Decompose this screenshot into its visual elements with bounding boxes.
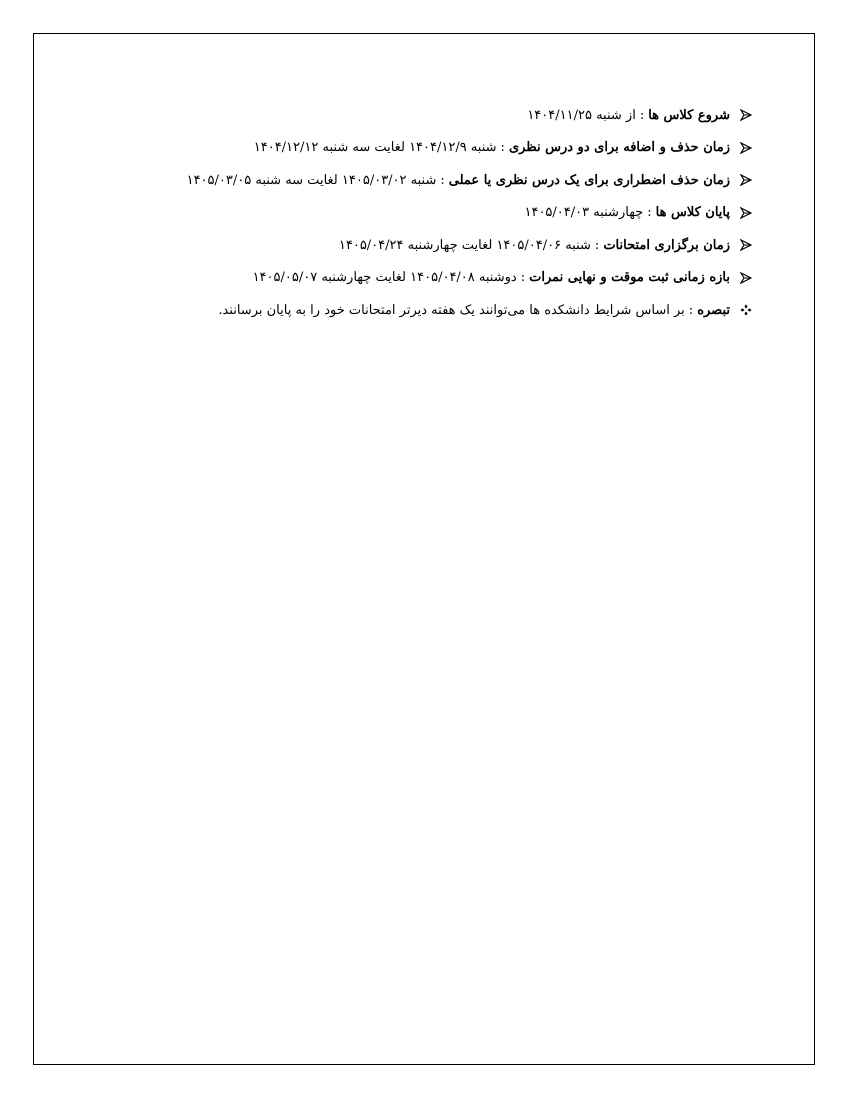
arrow-bullet-icon [740, 272, 752, 284]
item-value: دوشنبه ۱۴۰۵/۰۴/۰۸ لغایت چهارشنبه ۱۴۰۵/۰۵/۰۷ [252, 270, 517, 286]
item-separator: : [440, 172, 445, 188]
item-label: پایان کلاس ها [655, 205, 730, 221]
arrow-bullet-icon [740, 239, 752, 251]
item-value: بر اساس شرایط دانشکده ها می‌توانند یک هفته دیرتر امتحانات خود را به پایان برسانند. [218, 302, 685, 318]
item-value: شنبه ۱۴۰۵/۰۳/۰۲ لغایت سه شنبه ۱۴۰۵/۰۳/۰۵ [186, 172, 437, 188]
academic-calendar-list [112, 99, 752, 327]
item-label: زمان حذف و اضافه برای دو درس نظری [508, 140, 730, 156]
item-label: زمان حذف اضطراری برای یک درس نظری یا عملی [448, 172, 730, 188]
item-label: بازه زمانی ثبت موقت و نهایی نمرات [529, 270, 730, 286]
item-label: شروع کلاس ها [648, 107, 730, 123]
list-item-add-drop [112, 132, 752, 165]
list-item-class-start [112, 99, 752, 132]
diamond-bullet-icon [740, 304, 752, 316]
item-value: چهارشنبه ۱۴۰۵/۰۴/۰۳ [524, 205, 644, 221]
item-separator: : [594, 237, 600, 253]
list-item-class-end [112, 197, 752, 230]
item-value: شنبه ۱۴۰۵/۰۴/۰۶ لغایت چهارشنبه ۱۴۰۵/۰۴/۲۴ [338, 237, 591, 253]
arrow-bullet-icon [740, 207, 752, 219]
item-separator: : [500, 140, 505, 156]
list-item-grades [112, 262, 752, 295]
arrow-bullet-icon [740, 174, 752, 186]
item-separator: : [688, 302, 694, 318]
item-label: تبصره [697, 302, 730, 318]
item-separator: : [639, 107, 645, 123]
item-value: شنبه ۱۴۰۴/۱۲/۹ لغایت سه شنبه ۱۴۰۴/۱۲/۱۲ [253, 140, 497, 156]
arrow-bullet-icon [740, 142, 752, 154]
list-item-emergency-drop [112, 164, 752, 197]
list-item-exams [112, 229, 752, 262]
item-separator: : [520, 270, 526, 286]
item-value: از شنبه ۱۴۰۴/۱۱/۲۵ [527, 107, 636, 123]
list-item-note [112, 294, 752, 327]
item-label: زمان برگزاری امتحانات [603, 237, 730, 253]
arrow-bullet-icon [740, 109, 752, 121]
item-separator: : [647, 205, 652, 221]
